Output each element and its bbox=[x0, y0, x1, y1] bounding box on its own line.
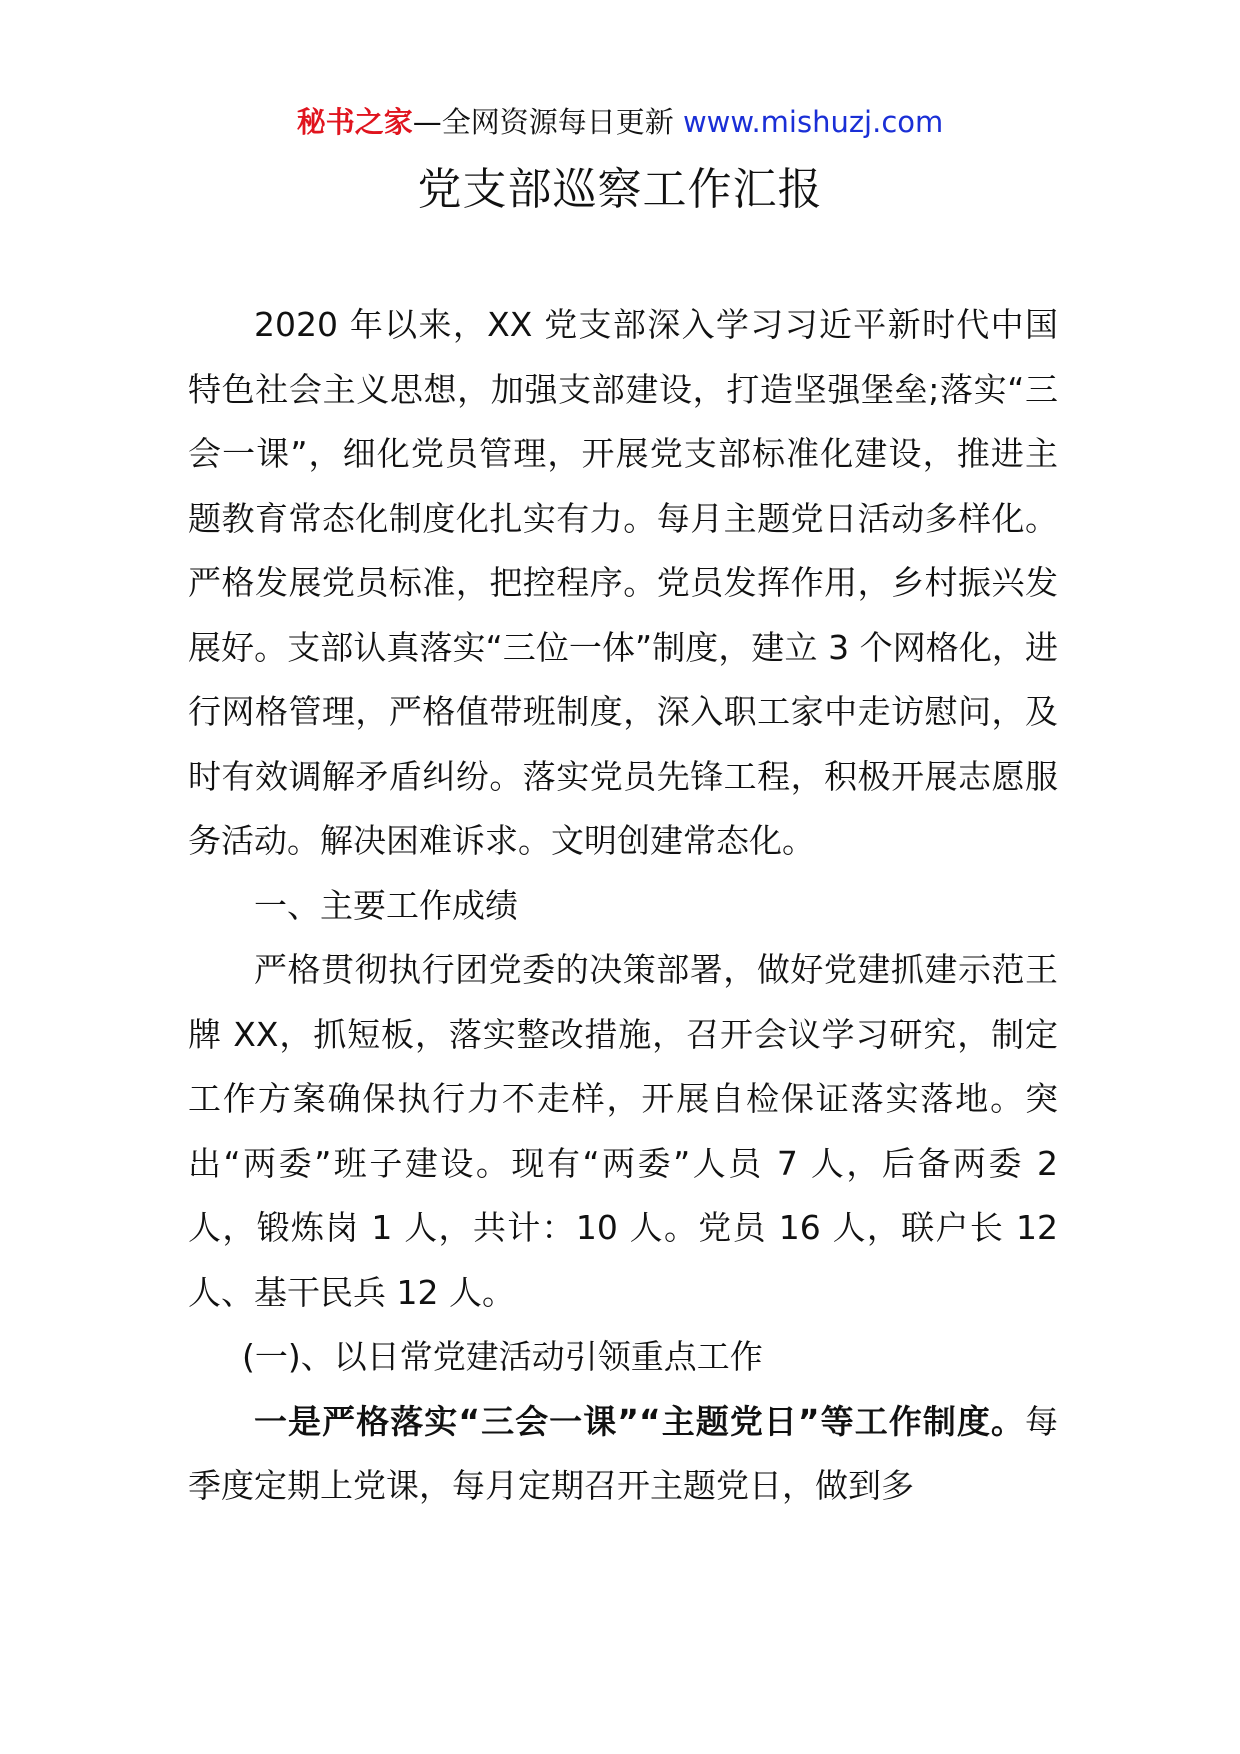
section-heading: 一、主要工作成绩 bbox=[254, 885, 518, 925]
document-title: 党支部巡察工作汇报 bbox=[417, 164, 823, 215]
brand-name: 秘书之家 bbox=[296, 105, 413, 139]
item-lead-text: 一是严格落实“三会一课”“主题党日”等工作制度。 bbox=[254, 1401, 1025, 1441]
header-slogan: —全网资源每日更新 bbox=[412, 105, 683, 139]
document-body bbox=[188, 293, 1058, 1519]
item-body-text: 每季度定期上党课，每月定期召开主题党日，做到多 bbox=[188, 1401, 1058, 1505]
intro-paragraph: 2020 年以来，XX 党支部深入学习习近平新时代中国特色社会主义思想，加强支部建设，打造坚强堡垒;落实“三会一课”，细化党员管理，开展党支部标准化建设，推进主题教育常态化制度化扎实有力。每月主题党日活动多样化。严格发展党员标准，把控程序。党员发挥作用，乡村振兴发展好。支部认真落实“三位一体”制度，建立 3 个网格化，进行网格管理，严格值带班制度，深入职工家中走访慰问，及时有效调解矛盾纠纷。落实党员先锋工程，积极开展志愿服务活动。解决困难诉求。文明创建常态化。 bbox=[188, 305, 1058, 860]
website-url[interactable]: www.mishuzj.com bbox=[682, 105, 944, 139]
subsection-heading: (一)、以日常党建活动引领重点工作 bbox=[242, 1337, 763, 1376]
header-banner bbox=[0, 102, 1240, 142]
item-paragraph bbox=[188, 1390, 1058, 1519]
section-paragraph: 严格贯彻执行团党委的决策部署，做好党建抓建示范王牌 XX，抓短板，落实整改措施，召开会议学习研究，制定工作方案确保执行力不走样，开展自检保证落实落地。突出“两委”班子建设。现有“两委”人员 7 人，后备两委 2 人，锻炼岗 1 人，共计：10 人。党员 16 人，联户长 12 人、基干民兵 12 人。 bbox=[188, 950, 1058, 1312]
